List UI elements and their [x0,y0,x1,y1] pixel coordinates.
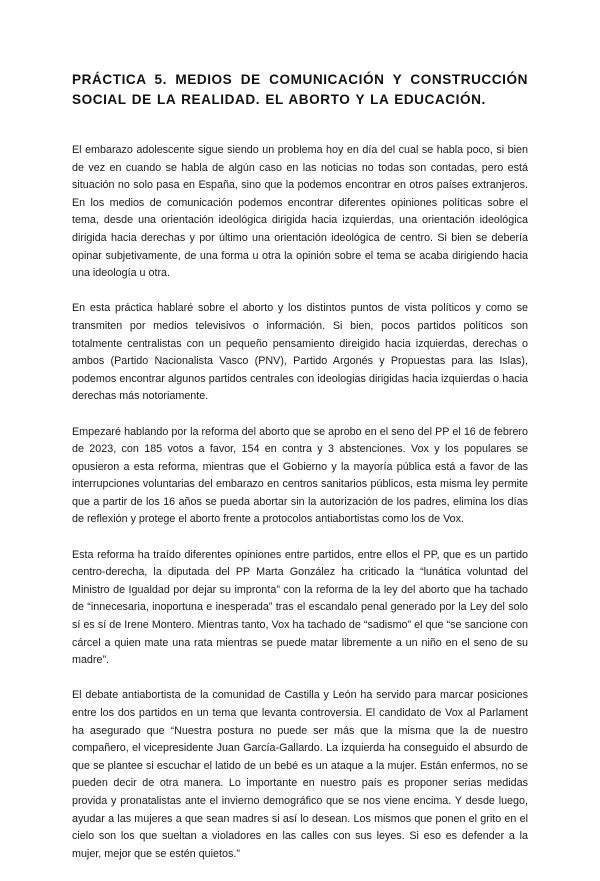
paragraph-castilla-leon-debate: El debate antiabortista de la comunidad de Castilla y León ha servido para marcar posiciones entre los dos partidos en un tema que levanta controversia. El candidato de Vox al Parlament ha asegurado que “Nuestra postura no puede ser más que la misma que la de nuestro compañero, el vicepresidente Juan García-Gallardo. La izquierda ha conseguido el absurdo de que se plantee si escuchar el latido de un bebé es un ataque a la mujer. Están enfermos, no se pueden decir de otra manera. Lo importante en nuestro país es proponer serias medidas provida y pronatalistas ante el invierno demográfico que se nos viene encima. Y desde luego, ayudar a las mujeres a que sean madres si así lo desean. Los mismos que ponen el grito en el cielo son los que sueltan a violadores en las calles con sus leyes. Si eso es defender a la mujer, mejor que se estén quietos.” [72,689,528,860]
document-title: PRÁCTICA 5. MEDIOS DE COMUNICACIÓN Y CONSTRUCCIÓN SOCIAL DE LA REALIDAD. EL ABORTO Y LA EDUCACIÓN. [72,72,528,107]
paragraph-party-opinions: Esta reforma ha traído diferentes opiniones entre partidos, entre ellos el PP, que es un partido centro-derecha, la diputada del PP Marta González ha criticado la “lunática voluntad del Ministro de Igualdad por dejar su impronta” con la reforma de la ley del aborto que ha tachado de “innecesaria, inoportuna e inesperada” tras el escandalo penal generado por la Ley del solo sí es sí de Irene Montero. Mientras tanto, Vox ha tachado de “sadismo” el que “se sancione con cárcel a quien mate una rata mientras se puede matar libremente a un niño en el seno de su madre”. [72,548,528,667]
document-page [72,70,528,881]
paragraph-political-views: En esta práctica hablaré sobre el aborto y los distintos puntos de vista políticos y como se transmiten por medios televisivos o información. Si bien, pocos partidos políticos son totalmente centralistas con un pequeño pensamiento direigido hacia izquierdas, derechas o ambos (Partido Nacionalista Vasco (PNV), Partido Argonés y Propuestas para las Islas), podemos encontrar algunos partidos centrales con ideologias dirigidas hacia izquierdas o hacia derechas más notoriamente. [72,302,528,403]
paragraph-abortion-reform: Empezaré hablando por la reforma del aborto que se aprobo en el seno del PP el 16 de febrero de 2023, con 185 votos a favor, 154 en contra y 3 abstenciones. Vox y los populares se opusieron a esta reforma, mientras que el Gobierno y la mayoría pública está a favor de las interrupciones voluntarias del embarazo en centros sanitarios públicos, esta misma ley permite que a partir de los 16 años se pueda abortar sin la autorización de los padres, elimina los días de reflexión y protege el aborto frente a protocolos antiabortistas como los de Vox. [72,425,528,526]
paragraph-intro: El embarazo adolescente sigue siendo un problema hoy en día del cual se habla poco, si bien de vez en cuando se habla de algún caso en las noticias no todas son contadas, pero está situación no solo pasa en España, sino que la podemos encontrar en otros países extranjeros. En los medios de comunicación podemos encontrar diferentes opiniones políticas sobre el tema, desde una orientación ideológica dirigida hacia izquierdas, una orientación ideológica dirigida hacia derechas y por último una orientación ideológica de centro. Si bien se debería opinar subjetivamente, de una forma u otra la opinión sobre el tema se acaba dirigiendo hacia una ideología u otra. [72,144,528,280]
